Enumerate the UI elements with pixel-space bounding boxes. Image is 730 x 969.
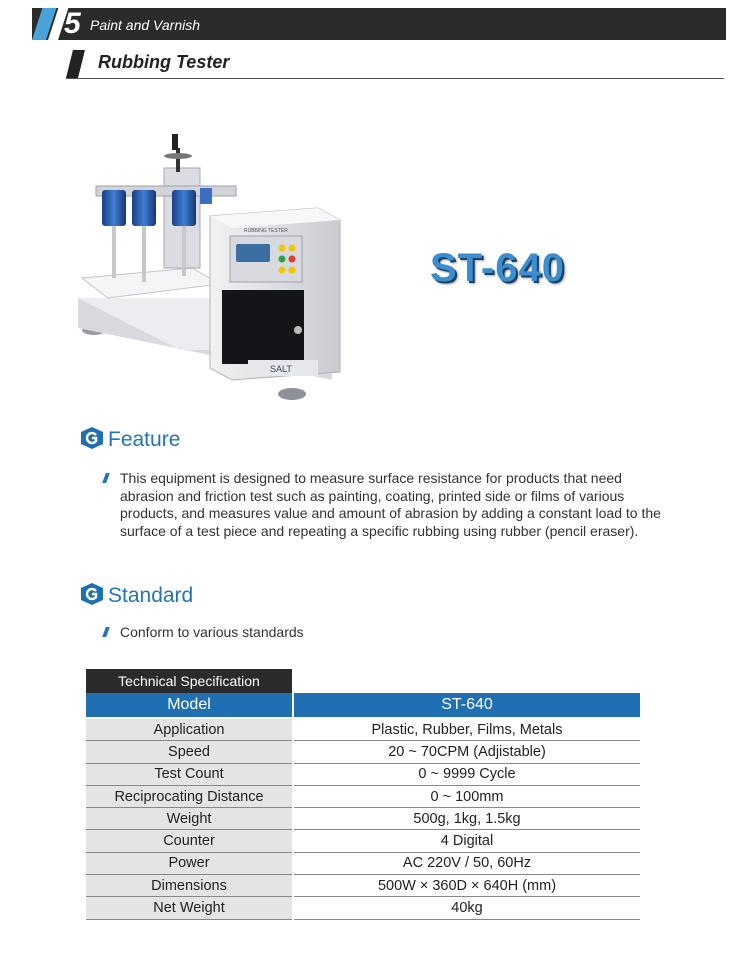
row-value: Plastic, Rubber, Films, Metals [293, 718, 640, 741]
row-value: 0 ~ 100mm [293, 785, 640, 807]
model-name: ST-640 [430, 246, 565, 290]
standard-text [104, 624, 664, 642]
chapter-title: Paint and Varnish [90, 17, 200, 33]
row-key: Power [86, 852, 293, 874]
row-value: 20 ~ 70CPM (Adjistable) [293, 741, 640, 763]
header-key: Model [86, 693, 293, 718]
spec-table-block [86, 669, 640, 920]
product-image [72, 128, 356, 412]
chapter-number: 5 [64, 7, 81, 40]
table-row [86, 785, 640, 807]
row-key: Test Count [86, 763, 293, 785]
row-value: 0 ~ 9999 Cycle [293, 763, 640, 785]
table-row [86, 852, 640, 874]
section-header [66, 48, 724, 79]
row-key: Dimensions [86, 875, 293, 897]
table-row [86, 718, 640, 741]
row-key: Application [86, 718, 293, 741]
row-value: AC 220V / 50, 60Hz [293, 852, 640, 874]
spec-table [86, 693, 640, 920]
table-row [86, 897, 640, 919]
table-header-row [86, 693, 640, 718]
feature-heading-label: Feature [108, 428, 181, 451]
table-row [86, 830, 640, 852]
feature-text-body: This equipment is designed to measure surface resistance for products that need abrasion and friction test such as painting, coating, printed side or films of various products, and measures value and amount of abrasion by adding a constant load to the surface of a test piece and repeating a specific rubbing using rubber (pencil eraser). [120, 470, 661, 539]
row-key: Counter [86, 830, 293, 852]
table-row [86, 741, 640, 763]
row-value: 500g, 1kg, 1.5kg [293, 808, 640, 830]
row-value: 500W × 360D × 640H (mm) [293, 875, 640, 897]
chapter-header-bar [32, 8, 726, 40]
row-key: Speed [86, 741, 293, 763]
row-value: 40kg [293, 897, 640, 919]
section-header-bar [66, 50, 85, 78]
section-bullet-icon [80, 582, 104, 606]
section-title: Rubbing Tester [98, 52, 230, 72]
row-value: 4 Digital [293, 830, 640, 852]
table-row [86, 875, 640, 897]
row-key: Weight [86, 808, 293, 830]
feature-text [104, 470, 664, 540]
spec-caption: Technical Specification [86, 669, 292, 693]
section-bullet-icon [80, 426, 104, 450]
header-value: ST-640 [293, 693, 640, 718]
table-row [86, 763, 640, 785]
row-key: Net Weight [86, 897, 293, 919]
standard-text-body: Conform to various standards [120, 624, 304, 640]
table-row [86, 808, 640, 830]
standard-heading-label: Standard [108, 584, 194, 607]
brand-text: SALT [270, 364, 292, 374]
panel-label: RUBBING TESTER [244, 228, 288, 234]
row-key: Reciprocating Distance [86, 785, 293, 807]
